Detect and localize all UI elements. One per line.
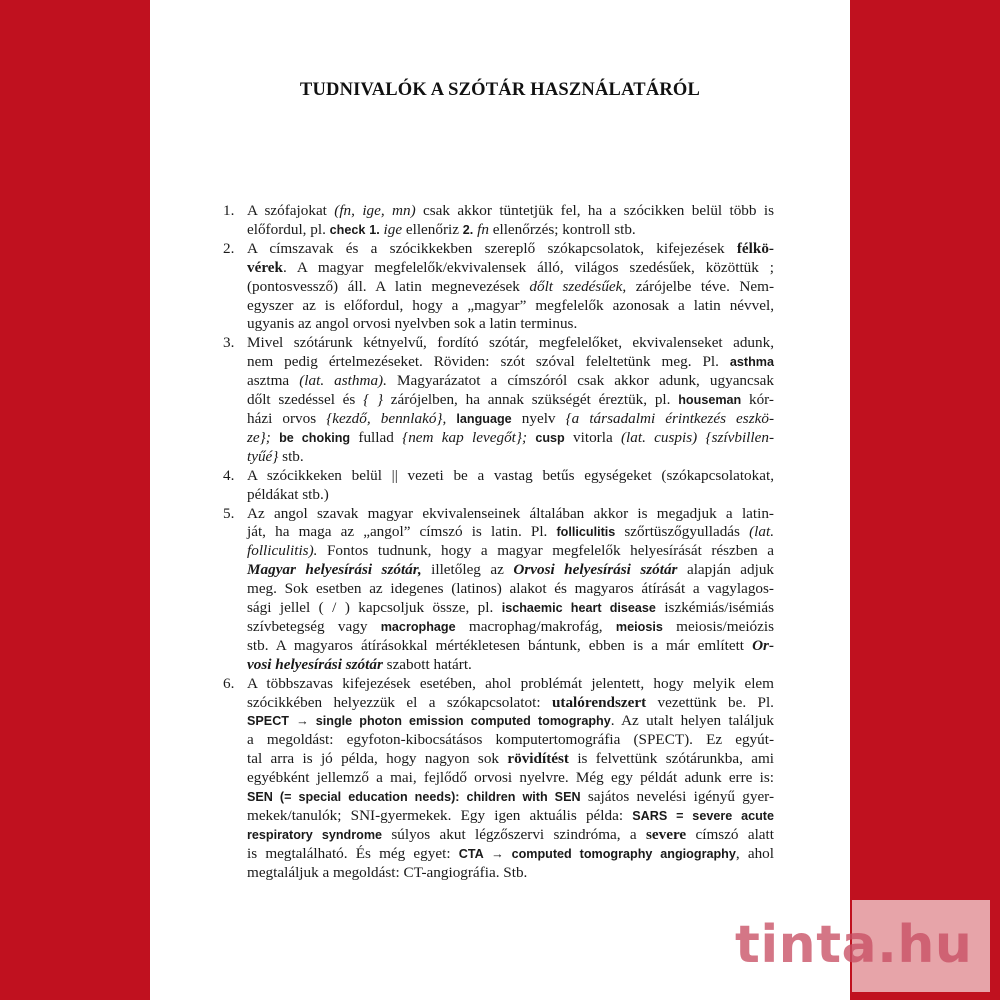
- rule-number: 1.: [223, 202, 235, 219]
- text-run: nyelv: [511, 409, 566, 427]
- headword: CTA → computed tomography angiography: [458, 846, 736, 861]
- text-run: ellenőriz: [402, 220, 463, 238]
- text-run: dőlt szedésűek,: [529, 277, 627, 295]
- text-run: macrophag/makrofág,: [455, 617, 616, 635]
- text-line: [247, 788, 774, 807]
- text-line: [247, 240, 774, 259]
- headword: be choking: [279, 430, 351, 445]
- rule-item: [223, 504, 775, 675]
- text-run: , ahol: [735, 844, 774, 862]
- text-line: [247, 694, 774, 713]
- text-run: dőlt szedéssel és: [247, 391, 364, 409]
- text-run: csak akkor tüntetjük fel, ha a szócikken belül több is: [415, 202, 774, 219]
- text-run: severe: [645, 825, 687, 843]
- text-line: [247, 467, 774, 486]
- headword: cusp: [535, 430, 565, 445]
- headword: 2.: [462, 222, 474, 237]
- headword: 1.: [369, 222, 380, 237]
- text-run: vosi helyesírási szótár: [247, 655, 383, 673]
- text-run: példákat stb.): [247, 485, 329, 503]
- text-run: asztma: [247, 372, 300, 390]
- text-run: iszkémiás/isémiás: [655, 599, 775, 617]
- text-run: . Az utalt helyen találjuk: [610, 712, 774, 730]
- text-run: ját, ha maga az „angol” címszó is latin. Pl.: [247, 523, 557, 541]
- text-run: súlyos akut légzőszervi szindróma, a: [382, 825, 646, 843]
- rule-number: 3.: [223, 334, 235, 352]
- text-line: [247, 259, 774, 278]
- text-run: . A magyar megfelelők/ekvivalensek álló, világos szedésűek, közöttük ;: [283, 258, 774, 276]
- text-line: [247, 410, 774, 429]
- text-run: (fn, ige, mn): [334, 202, 416, 219]
- text-line: [247, 486, 774, 505]
- tinta-logo: tinta.hu: [735, 915, 973, 975]
- text-line: [247, 334, 774, 353]
- text-line: [247, 297, 774, 316]
- text-run: illetőleg az: [421, 561, 514, 579]
- headword: SARS = severe acute: [632, 809, 774, 823]
- text-line: [247, 845, 774, 864]
- headword: language: [456, 411, 512, 426]
- headword: SPECT → single photon emission computed tomography: [247, 714, 611, 729]
- rules-list: [223, 202, 775, 883]
- text-run: stb. A magyaros átírásokkal mértékletesen bántunk, ebben is a már említett: [247, 636, 753, 654]
- text-run: A többszavas kifejezések esetében, ahol problémát jelentett, hogy melyik elem: [247, 674, 774, 692]
- text-run: szócikkében helyezzük el a szókapcsolatot:: [247, 693, 552, 711]
- text-line: [247, 523, 774, 542]
- text-run: sajátos nevelési igényű gyer-: [580, 788, 774, 806]
- text-line: [247, 712, 774, 731]
- text-line: [247, 561, 774, 580]
- text-line: [247, 372, 774, 391]
- text-line: [247, 807, 774, 826]
- text-run: címszó alatt: [686, 825, 774, 843]
- text-run: is felvettünk szótárunkba, ami: [568, 750, 775, 768]
- text-line: [247, 448, 774, 467]
- text-run: {nem kap levegőt};: [402, 428, 528, 446]
- page-title: TUDNIVALÓK A SZÓTÁR HASZNÁLATÁRÓL: [299, 80, 701, 100]
- rule-item: [223, 334, 775, 466]
- text-run: a megoldást: egyfoton-kibocsátásos komputertomográfia (SPECT). Ez egyút-: [247, 731, 774, 749]
- text-run: (lat. cuspis) {szívbillen-: [620, 428, 774, 446]
- text-run: vérek: [247, 258, 283, 276]
- text-run: Magyar helyesírási szótár,: [247, 561, 422, 579]
- text-run: A címszavak és a szócikkekben szereplő szókapcsolatok, kifejezések: [247, 239, 737, 257]
- text-run: ugyanis az angol orvosi nyelvben sok a latin terminus.: [247, 315, 578, 333]
- text-run: (lat. asthma).: [299, 372, 387, 390]
- text-line: [247, 353, 774, 372]
- text-line: [247, 221, 774, 240]
- text-line: [247, 505, 774, 524]
- text-run: házi orvos: [247, 409, 327, 427]
- headword: SEN (= special education needs): children with SEN: [247, 790, 581, 805]
- text-run: ellenőrzés; kontroll stb.: [488, 220, 636, 238]
- text-run: (lat.: [749, 523, 774, 541]
- text-run: szívbetegség vagy: [247, 617, 381, 635]
- text-run: sági jellel ( / ) kapcsoljuk össze, pl.: [247, 599, 502, 617]
- text-run: utalórendszert: [551, 693, 647, 711]
- text-run: [271, 429, 279, 446]
- headword: houseman: [678, 393, 742, 408]
- document-page: [150, 0, 850, 1000]
- rule-number: 2.: [223, 239, 235, 257]
- text-run: [446, 410, 456, 427]
- rule-item: [223, 239, 775, 335]
- text-run: szőrtüszőgyulladás: [615, 523, 750, 541]
- text-line: [247, 278, 774, 297]
- text-run: A szófajokat: [247, 202, 335, 219]
- text-run: nem pedig értelmezéseket. Röviden: szót szóval feleltetünk meg. Pl.: [247, 353, 730, 371]
- text-line: [247, 826, 774, 845]
- text-line: [247, 864, 774, 883]
- rule-number: 4.: [223, 466, 235, 484]
- text-run: folliculitis).: [247, 542, 318, 560]
- text-run: Az angol szavak magyar ekvivalenseinek általában akkor is megadjuk a latin-: [247, 504, 774, 522]
- text-run: fn: [477, 220, 489, 238]
- text-line: [247, 542, 774, 561]
- text-run: A szócikkeken belül || vezeti be a vastag betűs egységeket (szókapcsolatokat,: [247, 466, 774, 484]
- headword: folliculitis: [556, 525, 616, 540]
- text-run: stb.: [278, 447, 304, 465]
- text-run: meiosis/meiózis: [662, 617, 774, 635]
- headword: respiratory syndrome: [247, 827, 383, 842]
- text-run: szabott határt.: [382, 655, 472, 673]
- text-run: egyébként jellemző a mai, fejlődő orvosi nyelvre. Még egy példát adunk erre is:: [247, 769, 774, 787]
- text-run: zárójelbe téve. Nem-: [626, 277, 775, 295]
- rule-item: [223, 202, 774, 240]
- text-run: {a társadalmi érintkezés eszkö-: [565, 409, 775, 427]
- text-run: félkö-: [736, 239, 774, 257]
- text-run: mekek/tanulók; SNI-gyermekek. Egy igen aktuális példa:: [247, 807, 633, 824]
- text-run: Magyarázatot a címszóról csak akkor adunk, ugyancsak: [386, 372, 775, 390]
- text-run: tyűé}: [247, 447, 279, 465]
- headword: asthma: [729, 355, 774, 370]
- headword: meiosis: [615, 619, 663, 634]
- text-run: vezettünk be. Pl.: [646, 693, 774, 711]
- rule-item: [223, 466, 774, 505]
- text-line: [247, 731, 774, 750]
- text-run: (pontosvessző) áll. A latin megnevezések: [247, 277, 530, 295]
- text-run: vitorla: [564, 428, 621, 446]
- text-run: is megtalálható. És még egyet:: [247, 844, 459, 862]
- text-line: [247, 675, 774, 694]
- rule-number: 6.: [223, 674, 235, 692]
- text-run: rövidítést: [507, 750, 569, 768]
- text-run: {kezdő, bennlakó},: [326, 409, 447, 427]
- text-line: [247, 315, 774, 334]
- headword: macrophage: [380, 619, 456, 634]
- text-line: [247, 429, 774, 448]
- text-line: [247, 618, 774, 637]
- text-run: kór-: [741, 391, 774, 409]
- headword: check: [329, 222, 366, 237]
- text-line: [247, 599, 774, 618]
- text-run: zárójelben, ha annak szükségét éreztük, pl.: [383, 391, 679, 409]
- text-run: Mivel szótárunk kétnyelvű, fordító szótár, megfelelőket, ekvivalenseket adunk,: [247, 334, 774, 352]
- text-run: { }: [363, 391, 384, 409]
- text-run: fullad: [350, 428, 403, 446]
- text-run: egyszer az is előfordul, hogy a „magyar” megfelelők azonosak a latin névvel,: [247, 296, 774, 314]
- text-line: [247, 769, 774, 788]
- text-run: meg. Sok esetben az idegenes (latinos) alakot és magyaros átírását a vagylagos-: [247, 580, 774, 598]
- text-run: megtaláljuk a megoldást: CT-angiográfia. Stb.: [247, 863, 528, 881]
- rule-number: 5.: [223, 504, 235, 522]
- text-run: ige: [383, 220, 403, 238]
- text-line: [247, 391, 774, 410]
- text-line: [247, 202, 774, 221]
- text-line: [247, 637, 774, 656]
- text-run: Orvosi helyesírási szótár: [513, 561, 678, 579]
- text-line: [247, 656, 774, 675]
- rule-item: [223, 674, 775, 883]
- text-run: ze};: [247, 428, 271, 446]
- text-run: Fontos tudnunk, hogy a magyar megfelelők helyesírását részben a: [317, 542, 774, 560]
- text-line: [247, 580, 774, 599]
- text-line: [247, 750, 774, 769]
- text-run: előfordul, pl.: [247, 220, 330, 238]
- text-run: alapján adjuk: [677, 561, 775, 579]
- headword: ischaemic heart disease: [501, 601, 656, 616]
- text-run: Or-: [752, 636, 774, 654]
- text-run: tal arra is jó példa, hogy nagyon sok: [247, 750, 508, 768]
